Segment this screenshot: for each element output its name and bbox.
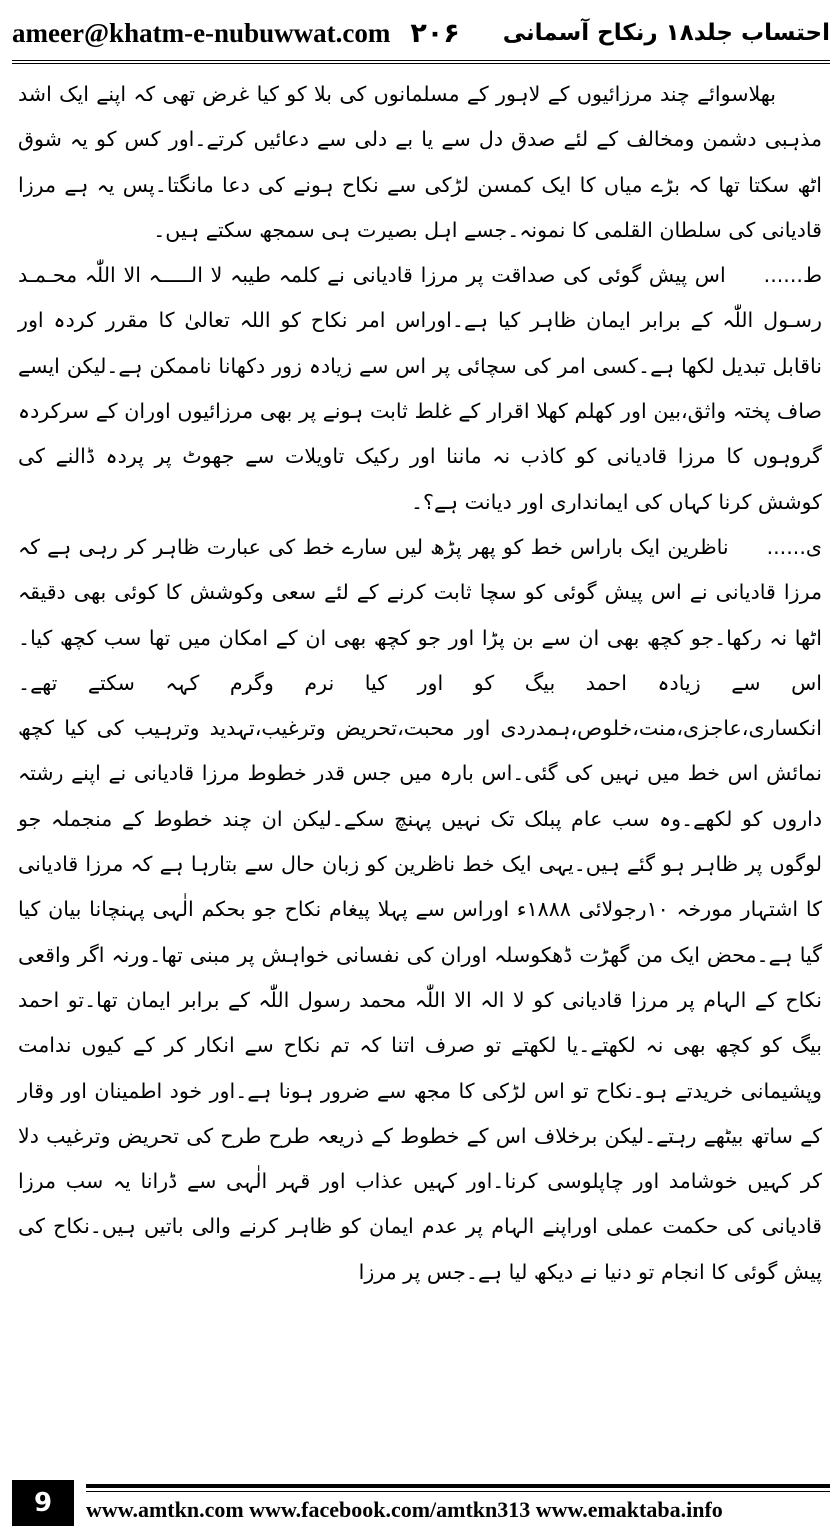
section-marker: ی...... (766, 534, 822, 559)
footer-rule-thick (86, 1484, 830, 1488)
running-title: احتساب جلد۱۸ رنکاح آسمانی (502, 20, 830, 46)
paragraph (18, 525, 822, 1295)
header-rule (12, 60, 830, 64)
page-number: ۲۰۶ (410, 17, 460, 49)
header-email: ameer@khatm-e-nubuwwat.com (12, 17, 391, 48)
page-body (18, 72, 822, 1462)
folio-badge: 9 (12, 1480, 74, 1526)
header-left (12, 18, 460, 49)
footer-links (86, 1484, 830, 1523)
paragraph (18, 253, 822, 525)
paragraph-text: اس پیش گوئی کی صداقت پر مرزا قادیانی نے کلمہ طیبہ لا الـــــہ الا اللّٰہ محـمـد رسـول اللّٰہ کے برابر ایمان ظاہر کیا ہے۔اوراس امر نکاح کو اللہ تعالیٰ کا مقرر کردہ اور ناقابل تبدیل لکھا ہے۔کسی امر کی سچائی پر اس سے زیادہ زور دکھانا ناممکن ہے۔لیکن ایسے صاف پختہ واثق،بین اور کھلم کھلا اقرار کے غلط ثابت ہونے پر بھی مرزائیوں اوران کے سرکردہ گروہوں کا مرزا قادیانی کو کاذب نہ ماننا اور رکیک تاویلات سے جھوٹ پر پردہ ڈالنے کی کوشش کرنا کہاں کی ایمانداری اور دیانت ہے؟۔ (18, 263, 822, 514)
page-footer (12, 1478, 830, 1528)
footer-urls: www.amtkn.com www.facebook.com/amtkn313 www.emaktaba.info (86, 1496, 723, 1522)
paragraph-text: بھلاسوائے چند مرزائیوں کے لاہور کے مسلمانوں کی بلا کو کیا غرض تھی کہ اپنے ایک اشد مذہبی دشمن ومخالف کے لئے صدق دل سے یا بے دلی سے دعائیں کرتے۔اور کس کو یہ شوق اٹھ سکتا تھا کہ بڑے میاں کا ایک کمسن لڑکی سے نکاح ہونے کی دعا مانگتا۔پس یہ ہے مرزا قادیانی کی سلطان القلمی کا نمونہ۔جسے اہل بصیرت ہی سمجھ سکتے ہیں۔ (18, 82, 822, 242)
paragraph (18, 72, 822, 253)
page-header (12, 6, 830, 60)
paragraph-text: ناظرین ایک باراس خط کو پھر پڑھ لیں سارے خط کی عبارت ظاہر کر رہی ہے کہ مرزا قادیانی نے اس پیش گوئی کو سچا ثابت کرنے کے لئے سعی وکوشش کا کوئی بھی دقیقہ اٹھا نہ رکھا۔جو کچھ بھی ان سے بن پڑا اور جو کچھ بھی ان کے امکان میں تھا سب کچھ کیا۔اس سے زیادہ احمد بیگ کو اور کیا نرم وگرم کہہ سکتے تھے۔انکساری،عاجزی،منت،خلوص،ہمدردی اور محبت،تحریض وترغیب،تہدید وترہیب کی کیا کچھ نمائش اس خط میں نہیں کی گئی۔اس بارہ میں جس قدر خطوط مرزا قادیانی نے اپنے رشتہ داروں کو لکھے۔وہ سب عام پبلک تک نہیں پہنچ سکے۔لیکن ان چند خطوط کے منجملہ جو لوگوں پر ظاہر ہو گئے ہیں۔یہی ایک خط ناظرین کو زبان حال سے بتارہا ہے کہ مرزا قادیانی کا اشتہار مورخہ ۱۰رجولائی ۱۸۸۸ء اوراس سے پہلا پیغام نکاح جو بحکم الٰہی پہنچانا بیان کیا گیا ہے۔محض ایک من گھڑت ڈھکوسلہ اوران کی نفسانی خواہش پر مبنی تھا۔ورنہ اگر واقعی نکاح کے الہام پر مرزا قادیانی کو لا الہ الا اللّٰہ محمد رسول اللّٰہ کے برابر ایمان تھا۔تو احمد بیگ کو کچھ بھی نہ لکھتے۔یا لکھتے تو صرف اتنا کہ تم نکاح سے انکار کر کے کیوں ندامت وپشیمانی خریدتے ہو۔نکاح تو اس لڑکی کا مجھ سے ضرور ہونا ہے۔اور خود اطمینان اور وقار کے ساتھ بیٹھے رہتے۔لیکن برخلاف اس کے خطوط کے ذریعہ طرح طرح کی تحریض وترغیب دلا کر کہیں خوشامد اور چاپلوسی کرنا۔اور کہیں عذاب اور قہر الٰہی سے ڈرانا یہ سب مرزا قادیانی کی حکمت عملی اوراپنے الہام پر عدم ایمان کو ظاہر کرنے والی باتیں ہیں۔نکاح کی پیش گوئی کا انجام تو دنیا نے دیکھ لیا ہے۔جس پر مرزا (18, 534, 822, 1284)
section-marker: ط...... (763, 263, 822, 288)
footer-rule-thin (86, 1491, 830, 1492)
